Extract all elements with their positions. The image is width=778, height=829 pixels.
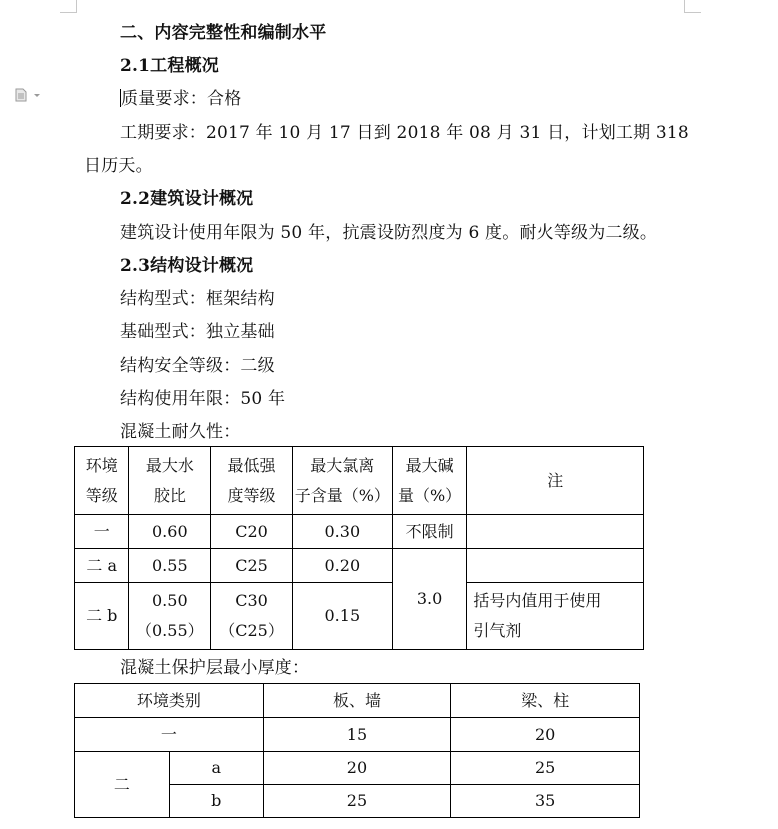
header-env: 环境 等级 bbox=[75, 447, 129, 515]
quality-line[interactable] bbox=[120, 88, 241, 110]
table-header-row bbox=[75, 684, 640, 718]
cell-grade: C30 （C25） bbox=[211, 583, 293, 650]
header-cl: 最大氯离 子含量（%） bbox=[292, 447, 392, 515]
sec21-title: 2.1工程概况 bbox=[120, 56, 219, 76]
header-note: 注 bbox=[467, 447, 644, 515]
header-beam: 梁、柱 bbox=[451, 684, 640, 718]
header-grade: 最低强 度等级 bbox=[211, 447, 293, 515]
structure-item: 基础型式：独立基础 bbox=[120, 322, 275, 342]
cell-slab: 20 bbox=[263, 752, 451, 785]
cell-wb: 0.55 bbox=[129, 549, 211, 583]
cell-env: 二 a bbox=[75, 549, 129, 583]
cell-slab: 25 bbox=[263, 785, 451, 818]
cell-wb: 0.60 bbox=[129, 515, 211, 549]
cell-beam: 20 bbox=[451, 718, 640, 752]
cover-table bbox=[74, 683, 640, 818]
page-corner-mark-left bbox=[60, 0, 77, 13]
paragraph-options-icon[interactable] bbox=[14, 88, 44, 102]
cell-alk-merged: 3.0 bbox=[392, 549, 467, 650]
cell-cl: 0.30 bbox=[292, 515, 392, 549]
cell-beam: 35 bbox=[451, 785, 640, 818]
sec22-title: 2.2建筑设计概况 bbox=[120, 189, 254, 209]
cell-env: 二 b bbox=[75, 583, 129, 650]
table-row bbox=[75, 515, 644, 549]
header-wb: 最大水 胶比 bbox=[129, 447, 211, 515]
period-line: 工期要求：2017 年 10 月 17 日到 2018 年 08 月 31 日，计划工期 318 bbox=[120, 123, 689, 143]
cell-env-group: 二 bbox=[75, 752, 170, 818]
sec22-text: 建筑设计使用年限为 50 年，抗震设防烈度为 6 度。耐火等级为二级。 bbox=[120, 223, 658, 243]
cell-wb: 0.50 （0.55） bbox=[129, 583, 211, 650]
period-line-cont: 日历天。 bbox=[84, 156, 153, 176]
cell-env: 一 bbox=[75, 718, 264, 752]
section-heading: 二、内容完整性和编制水平 bbox=[120, 23, 327, 43]
structure-item: 结构安全等级：二级 bbox=[120, 356, 275, 376]
structure-item: 结构型式：框架结构 bbox=[120, 289, 275, 309]
table-row bbox=[75, 752, 640, 785]
quality-text: 质量要求：合格 bbox=[121, 89, 242, 109]
cover-caption: 混凝土保护层最小厚度： bbox=[120, 658, 310, 678]
header-env-class: 环境类别 bbox=[75, 684, 264, 718]
page-corner-mark-right bbox=[684, 0, 701, 13]
cell-beam: 25 bbox=[451, 752, 640, 785]
table-header-row bbox=[75, 447, 644, 515]
cell-slab: 15 bbox=[263, 718, 451, 752]
cell-note bbox=[467, 515, 644, 549]
cell-sub: a bbox=[169, 752, 263, 785]
header-alk: 最大碱 量（%） bbox=[392, 447, 467, 515]
cell-env: 一 bbox=[75, 515, 129, 549]
table-row bbox=[75, 583, 644, 650]
cell-note-merged: 括号内值用于使用 引气剂 bbox=[467, 583, 644, 650]
cell-alk: 不限制 bbox=[392, 515, 467, 549]
cell-note-empty bbox=[467, 549, 644, 583]
header-slab: 板、墙 bbox=[263, 684, 451, 718]
durability-caption: 混凝土耐久性： bbox=[120, 422, 241, 442]
sec23-title: 2.3结构设计概况 bbox=[120, 256, 254, 276]
table-row bbox=[75, 549, 644, 583]
table-row bbox=[75, 718, 640, 752]
structure-item: 结构使用年限：50 年 bbox=[120, 389, 286, 409]
durability-table bbox=[74, 446, 644, 650]
cell-cl: 0.20 bbox=[292, 549, 392, 583]
cell-sub: b bbox=[169, 785, 263, 818]
cell-grade: C25 bbox=[211, 549, 293, 583]
cell-grade: C20 bbox=[211, 515, 293, 549]
cell-cl: 0.15 bbox=[292, 583, 392, 650]
